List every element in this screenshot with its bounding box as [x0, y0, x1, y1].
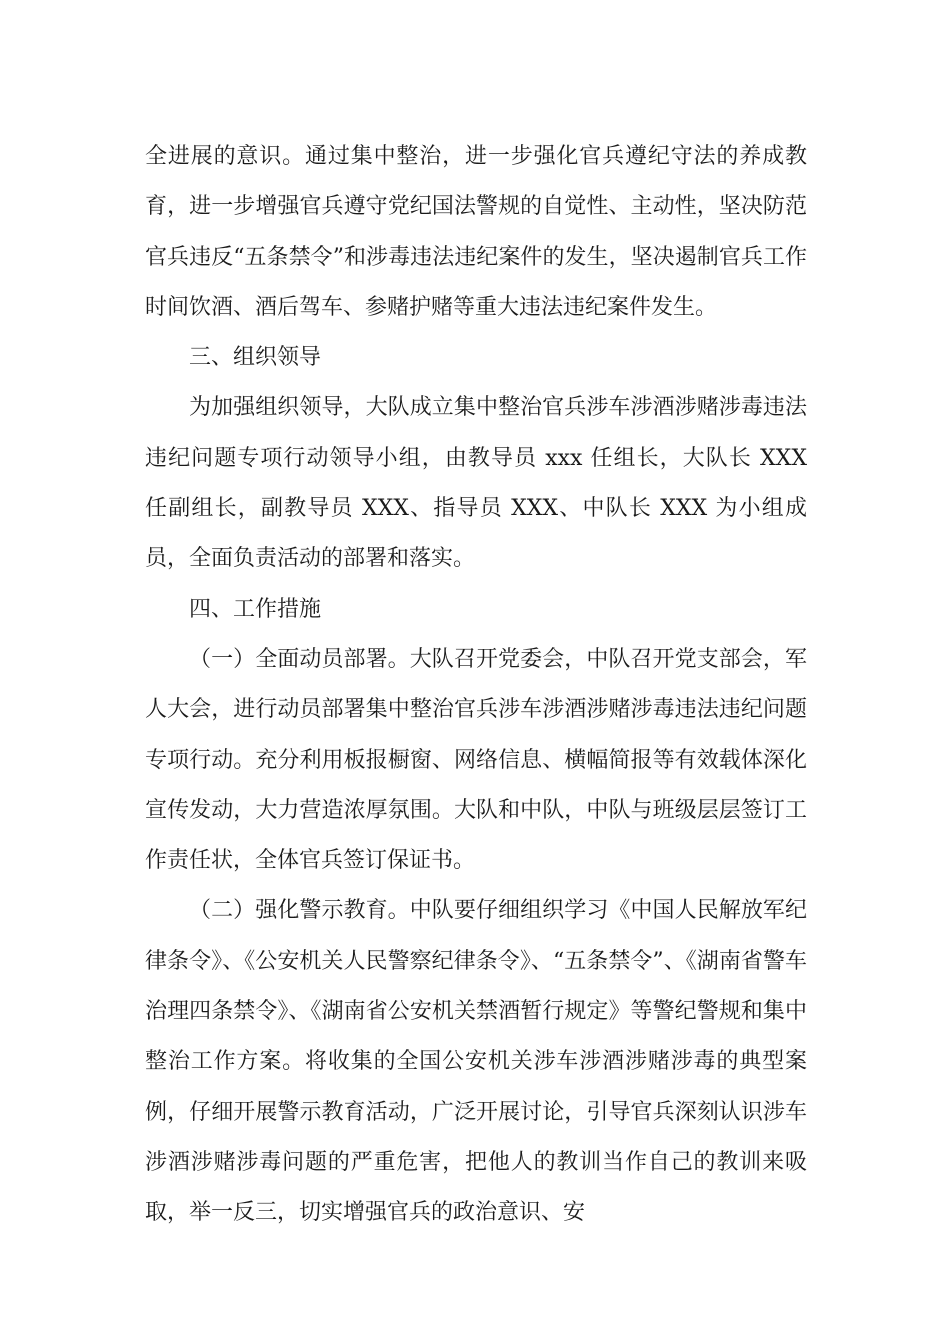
paragraph-continuation: 全进展的意识。通过集中整治，进一步强化官兵遵纪守法的养成教育，进一步增强官兵遵守党纪国法警规的自觉性、主动性，坚决防范官兵违反“五条禁令”和涉毒违法违纪案件的发生，坚决遏制官兵工作时间饮酒、酒后驾车、参赌护赌等重大违法违纪案件发生。	[145, 144, 807, 320]
paragraph-mobilization: （一）全面动员部署。大队召开党委会，中队召开党支部会，军人大会，进行动员部署集中整治官兵涉车涉酒涉赌涉毒违法违纪问题专项行动。充分利用板报橱窗、网络信息、横幅简报等有效载体深化宣传发动，大力营造浓厚氛围。大队和中队，中队与班级层层签订工作责任状，全体官兵签订保证书。	[145, 646, 807, 874]
document-page	[145, 132, 807, 1239]
section-heading-measures: 四、工作措施	[189, 596, 322, 622]
paragraph-organization: 为加强组织领导，大队成立集中整治官兵涉车涉酒涉赌涉毒违法违纪问题专项行动领导小组，由教导员 xxx 任组长，大队长 XXX 任副组长，副教导员 XXX、指导员 XXX、中队长 XXX 为小组成员，全面负责活动的部署和落实。	[145, 395, 807, 572]
paragraph-warning-education: （二）强化警示教育。中队要仔细组织学习《中国人民解放军纪律条令》、《公安机关人民警察纪律条令》、“五条禁令”、《湖南省警车治理四条禁令》、《湖南省公安机关禁酒暂行规定》等警纪警规和集中整治工作方案。将收集的全国公安机关涉车涉酒涉赌涉毒的典型案例，仔细开展警示教育活动，广泛开展讨论，引导官兵深刻认识涉车涉酒涉赌涉毒问题的严重危害，把他人的教训当作自己的教训来吸取，举一反三，切实增强官兵的政治意识、安	[145, 898, 807, 1226]
section-heading-organization: 三、组织领导	[189, 345, 322, 371]
